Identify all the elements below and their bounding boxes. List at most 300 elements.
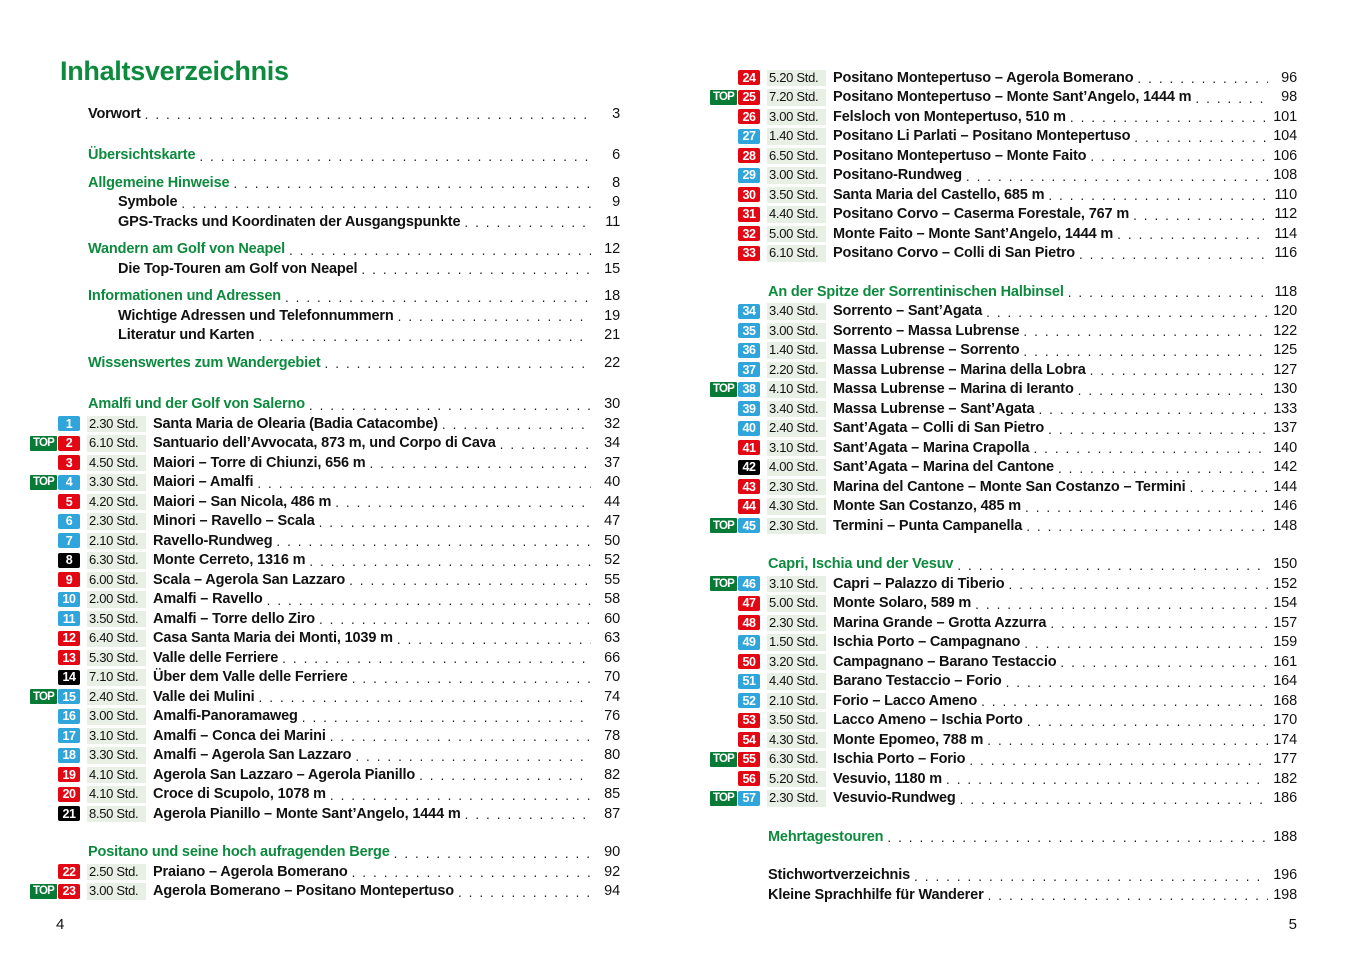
tour-title: Monte Epomeo, 788 m xyxy=(833,731,984,748)
toc-tour-row xyxy=(710,730,1297,750)
page-ref: 78 xyxy=(604,727,620,744)
page-ref: 120 xyxy=(1273,303,1297,320)
dot-leader xyxy=(398,309,591,324)
toc-tour-row xyxy=(710,594,1297,614)
tour-duration: 2.30 Std. xyxy=(767,479,826,496)
folio-page-number-left: 4 xyxy=(56,916,65,933)
dot-leader xyxy=(349,573,591,588)
page-ref: 157 xyxy=(1273,614,1297,631)
tour-duration: 1.40 Std. xyxy=(767,342,826,359)
tour-number-badge: 51 xyxy=(738,674,760,689)
dot-leader xyxy=(957,558,1268,573)
page-ref: 70 xyxy=(604,669,620,686)
dot-leader xyxy=(319,612,591,627)
page-ref: 186 xyxy=(1273,790,1297,807)
tour-number-badge: 55 xyxy=(738,752,760,767)
page-ref: 137 xyxy=(1273,420,1297,437)
page-ref: 66 xyxy=(604,649,620,666)
folio-page-number-right: 5 xyxy=(1288,916,1297,933)
top-badge: TOP xyxy=(710,752,737,767)
top-badge: TOP xyxy=(30,436,57,451)
page-ref: 80 xyxy=(604,747,620,764)
toc-tour-row xyxy=(710,302,1297,322)
dot-leader xyxy=(1090,363,1268,378)
tour-title: Termini – Punta Campanella xyxy=(833,517,1023,534)
tour-title: Massa Lubrense – Sant’Agata xyxy=(833,400,1035,417)
page-ref: 127 xyxy=(1273,361,1297,378)
tour-duration: 6.00 Std. xyxy=(87,572,146,589)
dot-leader xyxy=(1038,402,1268,417)
toc-tour-row xyxy=(30,453,620,473)
page-ref: 19 xyxy=(604,307,620,324)
toc-tour-row xyxy=(30,609,620,629)
toc-entry xyxy=(30,104,620,124)
top-badge-cell xyxy=(30,689,58,704)
dot-leader xyxy=(302,710,591,725)
tour-number-badge: 33 xyxy=(738,246,760,261)
toc-entry xyxy=(30,146,620,166)
toc-tour-row xyxy=(710,711,1297,731)
dot-leader xyxy=(987,733,1268,748)
tour-title: Über dem Valle delle Ferriere xyxy=(153,669,348,686)
toc-tour-row xyxy=(30,473,620,493)
tour-number-badge: 38 xyxy=(738,382,760,397)
tour-duration: 3.20 Std. xyxy=(767,654,826,671)
toc-tour-row xyxy=(710,672,1297,692)
dot-leader xyxy=(1195,91,1268,106)
page-ref: 63 xyxy=(604,630,620,647)
dot-leader xyxy=(1033,441,1268,456)
tour-duration: 3.00 Std. xyxy=(767,323,826,340)
tour-duration: 2.50 Std. xyxy=(87,864,146,881)
dot-leader xyxy=(986,305,1268,320)
toc-tour-row xyxy=(710,574,1297,594)
page-ref: 196 xyxy=(1273,867,1297,884)
dot-leader xyxy=(1078,383,1268,398)
toc-tour-row xyxy=(710,438,1297,458)
page-ref: 101 xyxy=(1273,108,1297,125)
tour-title: Felsloch von Montepertuso, 510 m xyxy=(833,108,1066,125)
toc-entry xyxy=(710,282,1297,302)
tour-number-badge: 34 xyxy=(738,304,760,319)
page-ref: 104 xyxy=(1273,128,1297,145)
toc-tour-row xyxy=(710,244,1297,264)
tour-duration: 2.40 Std. xyxy=(767,420,826,437)
page-ref: 12 xyxy=(604,241,620,258)
tour-title: Marina del Cantone – Monte San Costanzo – Termini xyxy=(833,478,1186,495)
tour-number-badge: 7 xyxy=(58,533,80,548)
top-badge-cell xyxy=(30,436,58,451)
tour-number-badge: 39 xyxy=(738,401,760,416)
page-ref: 60 xyxy=(604,610,620,627)
page-ref: 50 xyxy=(604,532,620,549)
toc-tour-row xyxy=(30,551,620,571)
tour-duration: 5.20 Std. xyxy=(767,70,826,87)
tour-duration: 5.00 Std. xyxy=(767,595,826,612)
dot-leader xyxy=(1090,149,1268,164)
tour-number-badge: 3 xyxy=(58,455,80,470)
tour-duration: 6.30 Std. xyxy=(767,751,826,768)
tour-number-badge: 8 xyxy=(58,553,80,568)
tour-title: Ischia Porto – Campagnano xyxy=(833,634,1021,651)
dot-leader xyxy=(966,169,1268,184)
dot-leader xyxy=(1026,519,1268,534)
dot-leader xyxy=(352,671,591,686)
tour-number-badge: 1 xyxy=(58,416,80,431)
toc-tour-row xyxy=(710,166,1297,186)
tour-duration: 1.50 Std. xyxy=(767,634,826,651)
dot-leader xyxy=(199,149,591,164)
page-ref: 8 xyxy=(612,174,620,191)
toc-entry xyxy=(30,173,620,193)
toc-tour-row xyxy=(710,205,1297,225)
toc-column-left xyxy=(30,104,620,901)
tour-title: Positano Corvo – Colli di San Pietro xyxy=(833,245,1075,262)
page-title: Inhaltsverzeichnis xyxy=(60,56,289,86)
tour-title: Positano Montepertuso – Agerola Bomerano xyxy=(833,69,1134,86)
tour-number-badge: 16 xyxy=(58,709,80,724)
page-ref: 110 xyxy=(1274,186,1297,203)
tour-duration: 3.30 Std. xyxy=(87,747,146,764)
dot-leader xyxy=(330,788,591,803)
toc-tour-row xyxy=(710,360,1297,380)
top-badge: TOP xyxy=(30,689,57,704)
tour-number-badge: 25 xyxy=(738,90,760,105)
tour-number-badge: 2 xyxy=(58,436,80,451)
page-ref: 94 xyxy=(604,883,620,900)
top-badge: TOP xyxy=(710,576,737,591)
tour-number-badge: 26 xyxy=(738,109,760,124)
page-ref: 174 xyxy=(1273,731,1297,748)
page-ref: 21 xyxy=(604,327,620,344)
tour-number-badge: 44 xyxy=(738,499,760,514)
toc-tour-row xyxy=(30,648,620,668)
dot-leader xyxy=(975,597,1268,612)
tour-number-badge: 22 xyxy=(58,864,80,879)
top-badge-cell xyxy=(30,884,58,899)
tour-title: Vesuvio-Rundweg xyxy=(833,790,956,807)
toc-column-right xyxy=(710,68,1297,905)
page-ref: 161 xyxy=(1273,653,1297,670)
page-ref: 47 xyxy=(604,513,620,530)
toc-tour-row xyxy=(710,516,1297,536)
page-ref: 114 xyxy=(1274,225,1297,242)
top-badge: TOP xyxy=(710,382,737,397)
tour-number-badge: 50 xyxy=(738,654,760,669)
top-badge-cell xyxy=(710,382,738,397)
tour-number-badge: 9 xyxy=(58,572,80,587)
tour-title: Massa Lubrense – Marina di Ieranto xyxy=(833,381,1074,398)
toc-tour-row xyxy=(710,341,1297,361)
toc-tour-row xyxy=(710,789,1297,809)
tour-number-badge: 37 xyxy=(738,362,760,377)
toc-tour-row xyxy=(30,668,620,688)
toc-tour-row xyxy=(30,746,620,766)
toc-tour-row xyxy=(30,492,620,512)
tour-duration: 4.10 Std. xyxy=(87,786,146,803)
tour-number-badge: 20 xyxy=(58,787,80,802)
top-badge-cell xyxy=(710,752,738,767)
top-badge-cell xyxy=(710,576,738,591)
tour-number-badge: 29 xyxy=(738,168,760,183)
tour-title: Monte San Costanzo, 485 m xyxy=(833,498,1022,515)
tour-title: Monte Faito – Monte Sant’Angelo, 1444 m xyxy=(833,225,1114,242)
tour-duration: 2.20 Std. xyxy=(767,362,826,379)
tour-title: Minori – Ravello – Scala xyxy=(153,513,315,530)
page-ref: 106 xyxy=(1273,147,1297,164)
tour-duration: 3.50 Std. xyxy=(767,712,826,729)
page-ref: 90 xyxy=(604,844,620,861)
tour-number-badge: 21 xyxy=(58,806,80,821)
page-ref: 112 xyxy=(1274,206,1297,223)
toc-entry xyxy=(30,843,620,863)
dot-leader xyxy=(1058,461,1268,476)
tour-title: Casa Santa Maria dei Monti, 1039 m xyxy=(153,630,393,647)
dot-leader xyxy=(1023,344,1268,359)
tour-number-badge: 23 xyxy=(58,884,80,899)
tour-duration: 4.20 Std. xyxy=(87,494,146,511)
tour-number-badge: 53 xyxy=(738,713,760,728)
tour-title: Maiori – Amalfi xyxy=(153,474,254,491)
tour-title: Monte Cerreto, 1316 m xyxy=(153,552,306,569)
dot-leader xyxy=(355,749,591,764)
dot-leader xyxy=(887,830,1268,845)
dot-leader xyxy=(442,417,591,432)
dot-leader xyxy=(1190,480,1268,495)
toc-tour-row xyxy=(710,691,1297,711)
dot-leader xyxy=(267,593,591,608)
page-ref: 76 xyxy=(604,708,620,725)
tour-title: Santa Maria de Olearia (Badia Catacombe) xyxy=(153,415,438,432)
page-ref: 44 xyxy=(604,493,620,510)
tour-number-badge: 47 xyxy=(738,596,760,611)
page-ref: 154 xyxy=(1273,595,1297,612)
dot-leader xyxy=(1024,636,1268,651)
toc-entry xyxy=(30,212,620,232)
dot-leader xyxy=(500,437,591,452)
tour-title: Positano-Rundweg xyxy=(833,167,962,184)
tour-duration: 5.20 Std. xyxy=(767,771,826,788)
tour-number-badge: 56 xyxy=(738,771,760,786)
toc-entry xyxy=(710,885,1297,905)
dot-leader xyxy=(1027,714,1268,729)
tour-number-badge: 32 xyxy=(738,226,760,241)
dot-leader xyxy=(319,515,591,530)
toc-tour-row xyxy=(710,399,1297,419)
page-ref: 108 xyxy=(1273,167,1297,184)
page-ref: 164 xyxy=(1273,673,1297,690)
page-ref: 34 xyxy=(604,435,620,452)
toc-entry xyxy=(30,287,620,307)
tour-title: Sorrento – Massa Lubrense xyxy=(833,322,1020,339)
tour-duration: 4.40 Std. xyxy=(767,673,826,690)
toc-tour-row xyxy=(710,750,1297,770)
tour-number-badge: 10 xyxy=(58,592,80,607)
toc-entry-label: Wandern am Golf von Neapel xyxy=(88,241,285,258)
page-ref: 3 xyxy=(612,105,620,122)
tour-duration: 4.10 Std. xyxy=(87,767,146,784)
tour-number-badge: 48 xyxy=(738,615,760,630)
page-ref: 30 xyxy=(604,396,620,413)
tour-number-badge: 19 xyxy=(58,767,80,782)
tour-duration: 2.10 Std. xyxy=(87,533,146,550)
tour-title: Campagnano – Barano Testaccio xyxy=(833,653,1057,670)
tour-number-badge: 14 xyxy=(58,670,80,685)
toc-entry xyxy=(710,827,1297,847)
dot-leader xyxy=(1006,675,1268,690)
toc-entry xyxy=(30,240,620,260)
dot-leader xyxy=(361,262,591,277)
toc-entry xyxy=(30,306,620,326)
tour-title: Ischia Porto – Forio xyxy=(833,751,966,768)
tour-duration: 3.00 Std. xyxy=(87,883,146,900)
page-ref: 182 xyxy=(1273,770,1297,787)
toc-tour-row xyxy=(710,613,1297,633)
toc-tour-row xyxy=(710,380,1297,400)
tour-duration: 4.30 Std. xyxy=(767,498,826,515)
tour-number-badge: 54 xyxy=(738,732,760,747)
tour-duration: 3.40 Std. xyxy=(767,401,826,418)
tour-title: Positano Li Parlati – Positano Montepertuso xyxy=(833,128,1131,145)
toc-tour-row xyxy=(30,687,620,707)
page-ref: 98 xyxy=(1281,89,1297,106)
page-ref: 130 xyxy=(1273,381,1297,398)
tour-title: Santa Maria del Castello, 685 m xyxy=(833,186,1045,203)
toc-entry xyxy=(30,326,620,346)
dot-leader xyxy=(369,456,591,471)
toc-tour-row xyxy=(710,224,1297,244)
tour-duration: 5.00 Std. xyxy=(767,226,826,243)
tour-title: Marina Grande – Grotta Azzurra xyxy=(833,614,1047,631)
tour-number-badge: 24 xyxy=(738,70,760,85)
page-ref: 11 xyxy=(605,213,620,230)
toc-entry-label: Symbole xyxy=(118,194,178,211)
toc-entry xyxy=(30,353,620,373)
dot-leader xyxy=(257,476,591,491)
dot-leader xyxy=(1079,247,1268,262)
tour-number-badge: 13 xyxy=(58,650,80,665)
page-ref: 170 xyxy=(1273,712,1297,729)
dot-leader xyxy=(1133,208,1268,223)
tour-number-badge: 49 xyxy=(738,635,760,650)
toc-tour-row xyxy=(30,765,620,785)
toc-tour-row xyxy=(710,769,1297,789)
tour-number-badge: 28 xyxy=(738,148,760,163)
dot-leader xyxy=(458,885,591,900)
tour-title: Santuario dell’Avvocata, 873 m, und Corpo di Cava xyxy=(153,435,496,452)
tour-number-badge: 42 xyxy=(738,460,760,475)
page-ref: 82 xyxy=(604,766,620,783)
tour-number-badge: 43 xyxy=(738,479,760,494)
tour-title: Forio – Lacco Ameno xyxy=(833,692,978,709)
page-ref: 118 xyxy=(1274,283,1297,300)
toc-tour-row xyxy=(710,185,1297,205)
top-badge-cell xyxy=(710,90,738,105)
tour-title: Amalfi – Conca dei Marini xyxy=(153,727,326,744)
page-ref: 74 xyxy=(604,688,620,705)
page-ref: 22 xyxy=(604,354,620,371)
dot-leader xyxy=(1060,655,1268,670)
toc-tour-row xyxy=(30,726,620,746)
toc-tour-row xyxy=(710,497,1297,517)
dot-leader xyxy=(946,772,1268,787)
dot-leader xyxy=(969,753,1268,768)
dot-leader xyxy=(1070,110,1268,125)
tour-number-badge: 41 xyxy=(738,440,760,455)
tour-title: Amalfi – Agerola San Lazzaro xyxy=(153,747,352,764)
page-ref: 150 xyxy=(1273,556,1297,573)
tour-duration: 6.40 Std. xyxy=(87,630,146,647)
toc-tour-row xyxy=(710,68,1297,88)
tour-duration: 6.50 Std. xyxy=(767,148,826,165)
dot-leader xyxy=(335,495,591,510)
top-badge: TOP xyxy=(710,518,737,533)
tour-title: Monte Solaro, 589 m xyxy=(833,595,972,612)
tour-title: Positano Montepertuso – Monte Faito xyxy=(833,147,1087,164)
dot-leader xyxy=(419,768,591,783)
toc-tour-row xyxy=(30,785,620,805)
toc-entry-label: An der Spitze der Sorrentinischen Halbinsel xyxy=(768,283,1064,300)
page-ref: 140 xyxy=(1273,439,1297,456)
page-ref: 144 xyxy=(1273,478,1297,495)
page-ref: 125 xyxy=(1273,342,1297,359)
page-ref: 188 xyxy=(1273,828,1297,845)
tour-title: Massa Lubrense – Marina della Lobra xyxy=(833,361,1086,378)
tour-duration: 8.50 Std. xyxy=(87,806,146,823)
toc-entry-label: Literatur und Karten xyxy=(118,327,255,344)
tour-duration: 3.10 Std. xyxy=(767,576,826,593)
toc-entry-label: Positano und seine hoch aufragenden Berge xyxy=(88,844,390,861)
tour-title: Massa Lubrense – Sorrento xyxy=(833,342,1020,359)
page-ref: 148 xyxy=(1273,517,1297,534)
toc-tour-row xyxy=(30,629,620,649)
dot-leader xyxy=(276,534,591,549)
toc-tour-row xyxy=(710,127,1297,147)
dot-leader xyxy=(1117,227,1268,242)
tour-title: Maiori – Torre di Chiunzi, 656 m xyxy=(153,454,366,471)
tour-number-badge: 5 xyxy=(58,494,80,509)
toc-tour-row xyxy=(710,321,1297,341)
tour-title: Amalfi – Torre dello Ziro xyxy=(153,610,315,627)
toc-entry-label: GPS-Tracks und Koordinaten der Ausgangspunkte xyxy=(118,213,461,230)
tour-duration: 2.30 Std. xyxy=(87,513,146,530)
tour-duration: 4.00 Std. xyxy=(767,459,826,476)
tour-duration: 2.30 Std. xyxy=(767,615,826,632)
tour-title: Sorrento – Sant’Agata xyxy=(833,303,983,320)
tour-duration: 2.00 Std. xyxy=(87,591,146,608)
dot-leader xyxy=(285,290,591,305)
tour-duration: 1.40 Std. xyxy=(767,128,826,145)
dot-leader xyxy=(1068,285,1268,300)
tour-title: Vesuvio, 1180 m xyxy=(833,770,942,787)
toc-entry-label: Stichwortverzeichnis xyxy=(768,867,911,884)
toc-entry xyxy=(710,555,1297,575)
tour-number-badge: 40 xyxy=(738,421,760,436)
toc-tour-row xyxy=(30,590,620,610)
toc-entry xyxy=(30,395,620,415)
dot-leader xyxy=(960,792,1268,807)
toc-tour-row xyxy=(710,146,1297,166)
tour-duration: 6.10 Std. xyxy=(87,435,146,452)
tour-duration: 3.00 Std. xyxy=(87,708,146,725)
toc-tour-row xyxy=(30,570,620,590)
page-ref: 9 xyxy=(612,194,620,211)
tour-duration: 2.30 Std. xyxy=(767,518,826,535)
tour-number-badge: 4 xyxy=(58,475,80,490)
tour-title: Agerola San Lazzaro – Agerola Pianillo xyxy=(153,766,416,783)
dot-leader xyxy=(914,869,1268,884)
tour-number-badge: 27 xyxy=(738,129,760,144)
